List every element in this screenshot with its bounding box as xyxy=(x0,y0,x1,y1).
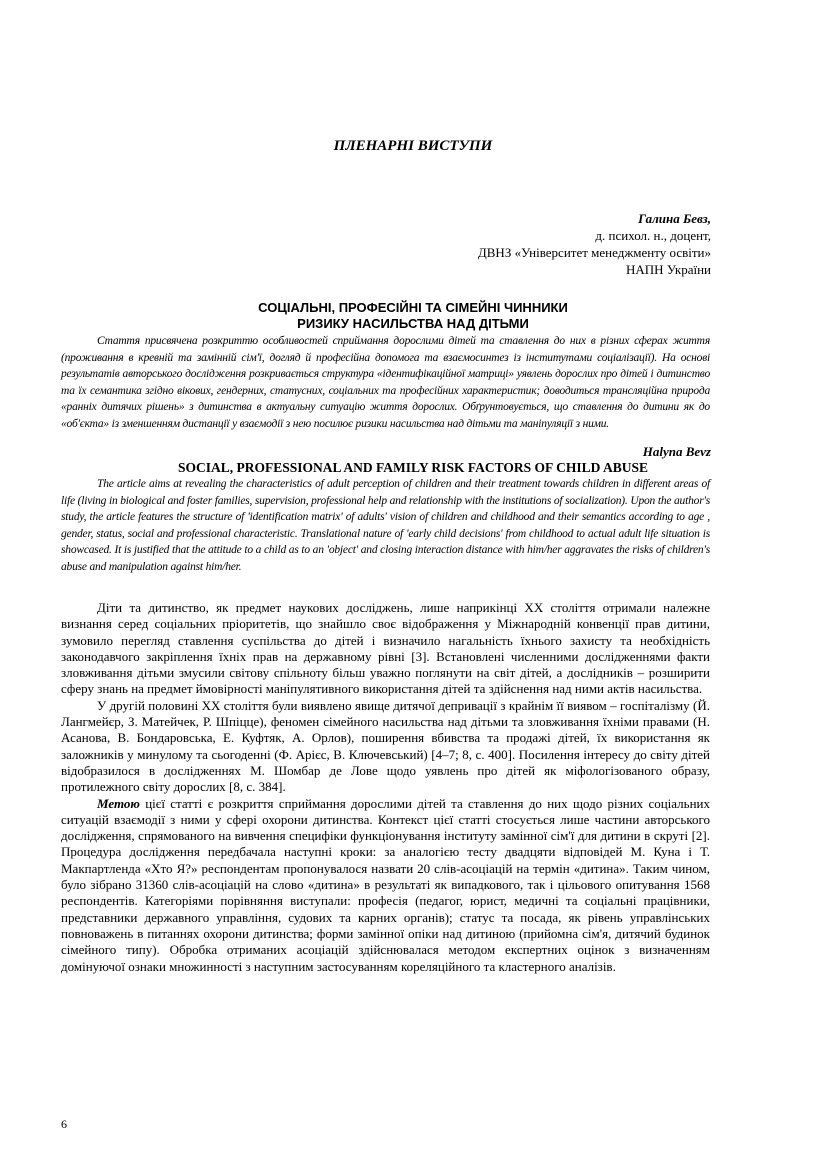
abstract-en: The article aims at revealing the characteristics of adult perception of children and their treatment towards children in different areas of life (living in biological and foster families, supervision, professional help and relationship with the institutions of socialization). Upon the author's study, the article features the structure of 'identification matrix' of adults' vision of children and childhood and their semantics according to age , gender, status, social and professional characteristic. Translational nature of 'early child decisions' from childhood to actual adult life situation is showcased. It is justified that the attitude to a child as to an 'object' and closing interaction distance with him/her aggravates the risks of children's abuse and manipulation against him/her. xyxy=(61,478,710,573)
article-title-ua-line1: СОЦІАЛЬНІ, ПРОФЕСІЙНІ ТА СІМЕЙНІ ЧИННИКИ xyxy=(258,300,568,315)
abstract-ua: Стаття присвячена розкриттю особливостей сприймання дорослими дітей та ставлення до них в різних сферах життя (проживання в кревній та замінній сім'ї, догляд й професійна допомога та взаємосинтез із інститутами соціалізації). На основі результатів авторського дослідження розкривається структура «ідентифікаційної матриці» уявлень дорослих про дітей і дитинство та їх семантика згідно вікових, гендерних, статусних, соціальних та професійних характеристик; доводиться трансляційна природа «ранніх дитячих рішень» з дитинства в актуальну ситуацію життя дорослих. Обґрунтовується, що ставлення до дитини як до «об'єкта» із зменшенням дистанції у взаємодії з нею посилює ризики насильства над дітьми та маніпуляції з ними. xyxy=(61,335,710,430)
page-number: 6 xyxy=(61,1117,67,1131)
article-body xyxy=(61,600,710,975)
body-paragraph-3 xyxy=(61,796,710,975)
body-paragraph-3-text: цієї статті є розкриття сприймання дорослими дітей та ставлення до них щодо різних соціальних ситуацій взаємодії з ними у сфері охорони дитинства. Контекст цієї статті стосується лише частини авторського дослідження, спрямованого на вивчення специфіки функціонування інституту замінної сім'ї для дитини в скруті [2]. Процедура дослідження передбачала наступні кроки: за аналогією тесту двадцяти відповідей М. Куна і Т. Макпартленда «Хто Я?» респондентам пропонувалося назвати 20 слів-асоціацій на термін «дитина». Таким чином, було зібрано 31360 слів-асоціацій на слово «дитина» в результаті як випадкового, так і цільового опитування 1568 респондентів. Категоріями порівняння виступали: професія (педагог, юрист, медичні та соціальні працівники, представники державного управління, судових та карних органів); статус та посада, як рівень управлінських повноважень в питаннях охорони дитинства; форми замінної опіки над дитиною (прийомна сім'я, дитячий будинок сімейного типу). Обробка отриманих асоціацій здійснювалася методом експертних оцінок з визначенням домінуючої ознаки множинності з наступним застосуванням кореляційного та кластерного аналізів. xyxy=(61,795,710,974)
article-title-en: SOCIAL, PROFESSIONAL AND FAMILY RISK FACTORS OF CHILD ABUSE xyxy=(178,460,648,475)
body-paragraph-1: Діти та дитинство, як предмет наукових досліджень, лише наприкінці ХХ століття отримали належне визнання серед соціальних пріоритетів, що знайшло своє відображення у Міжнародній конвенції прав дитини, зумовило перегляд ставлення суспільства до дітей і визначило нагальність їхнього захисту та необхідність законодавчого закріплення їхніх прав на державному рівні [3]. Встановлені численними дослідженнями факти зловживання дітьми змусили світову спільноту більш уважно поглянути на світ дітей, а дослідників – розширити сферу знань на предмет ймовірності маніпулятивного використання дітей та здійснення над ними актів насильства. xyxy=(61,600,710,697)
purpose-lead-word: Метою xyxy=(97,795,140,811)
author-academy: НАПН України xyxy=(626,262,711,277)
author-name-en: Halyna Bevz xyxy=(642,444,711,459)
author-institution: ДВНЗ «Університет менеджменту освіти» xyxy=(477,245,711,260)
article-title-ua xyxy=(0,300,826,332)
section-title: ПЛЕНАРНІ ВИСТУПИ xyxy=(333,138,493,154)
body-paragraph-2: У другій половині ХХ століття були виявлено явище дитячої депривації з крайнім її виявом – госпіталізму (Й. Лангмейєр, З. Матейчек, Р. Шпіцце), феномен сімейного насильства над дітьми та зловживання їхніми правами (Н. Асанова, В. Бондаровська, Е. Куфтяк, А. Орлов), поширення вбивства та продажі дітей, їх використання як заложників у минулому та сьогоденні (Ф. Арієс, В. Ключевський) [4–7; 8, с. 400]. Посилення інтересу до світу дітей відобразилося в дослідженнях М. Шомбар де Лове щодо уявлень про дітей як міфологізованого образу, протилежного світу дорослих [8, с. 384]. xyxy=(61,697,710,795)
author-block xyxy=(478,210,711,278)
author-name: Галина Бевз, xyxy=(638,211,711,226)
author-degree: д. психол. н., доцент, xyxy=(595,228,711,243)
article-title-ua-line2: РИЗИКУ НАСИЛЬСТВА НАД ДІТЬМИ xyxy=(297,316,529,331)
